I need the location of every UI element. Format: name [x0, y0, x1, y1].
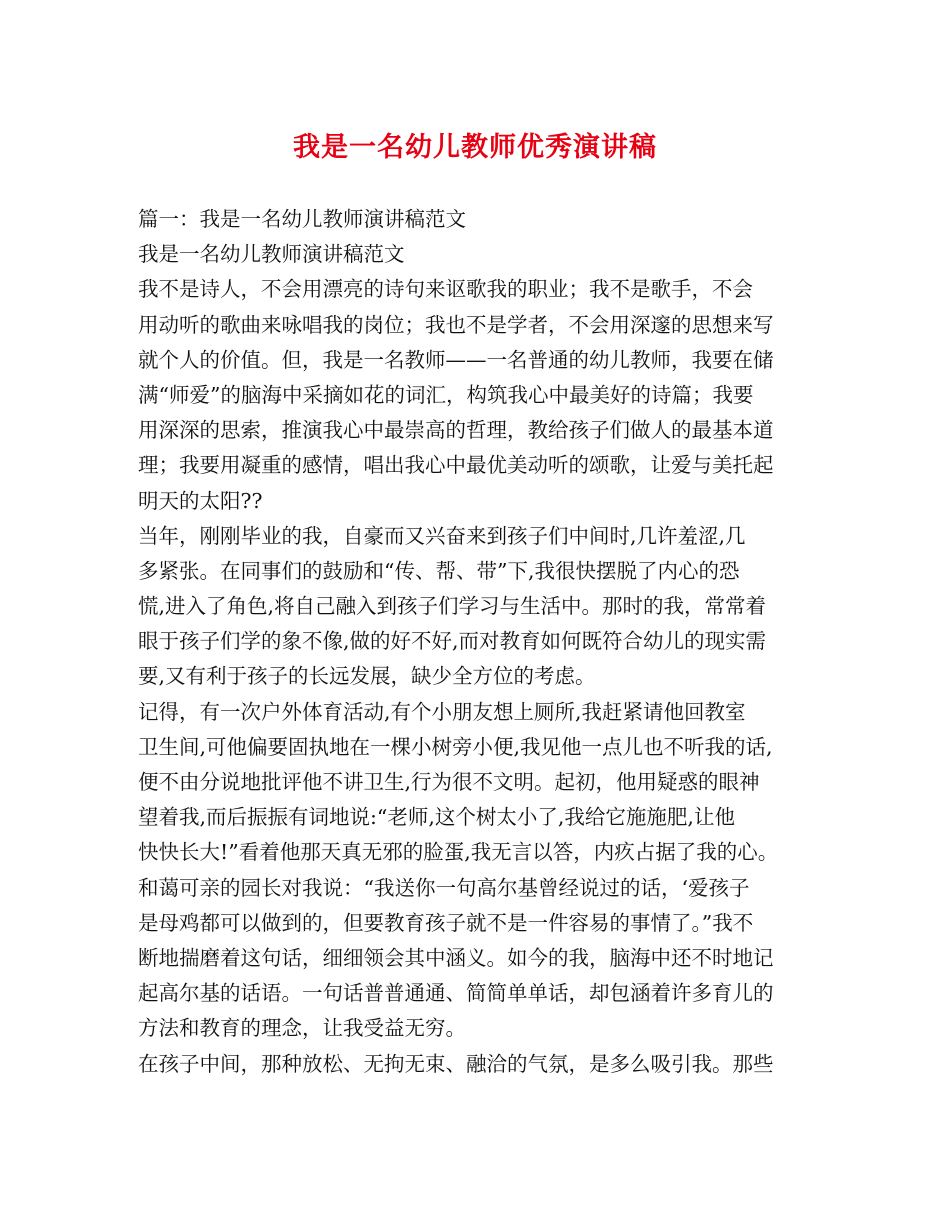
body-line: 我不是诗人，不会用漂亮的诗句来讴歌我的职业；我不是歌手，不会 — [138, 277, 753, 302]
body-line: 便不由分说地批评他不讲卫生,行为很不文明。起初，他用疑惑的眼神 — [138, 770, 760, 794]
body-line: 望着我,而后振振有词地说:“老师,这个树太小了,我给它施施肥,让他 — [138, 805, 735, 830]
body-line: 在孩子中间，那种放松、无拘无束、融洽的气氛，是多么吸引我。那些 — [138, 1051, 774, 1076]
body-line: 卫生间,可他偏要固执地在一棵小树旁小便,我见他一点儿也不听我的话, — [138, 734, 773, 759]
body-line: 满“师爱”的脑海中采摘如花的词汇，构筑我心中最美好的诗篇；我要 — [138, 382, 754, 407]
body-line: 是母鸡都可以做到的，但要教育孩子就不是一件容易的事情了。”我不 — [138, 910, 754, 935]
body-line: 就个人的价值。但，我是一名教师——一名普通的幼儿教师，我要在储 — [138, 347, 774, 372]
body-line: 用深深的思索，推演我心中最崇高的哲理，教给孩子们做人的最基本道 — [138, 418, 774, 443]
body-line: 明天的太阳?? — [138, 488, 263, 513]
body-line: 快快长大!”看着他那天真无邪的脸蛋,我无言以答，内疚占据了我的心。 — [138, 840, 779, 865]
body-line: 记得，有一次户外体育活动,有个小朋友想上厕所,我赶紧请他回教室 — [138, 699, 746, 724]
body-line: 多紧张。在同事们的鼓励和“传、帮、带”下,我很快摆脱了内心的恐 — [138, 558, 740, 583]
body-line: 我是一名幼儿教师演讲稿范文 — [138, 242, 405, 267]
body-line: 起高尔基的话语。一句话普普通通、简简单单话，却包涵着许多育儿的 — [138, 981, 774, 1006]
body-line: 眼于孩子们学的象不像,做的好不好,而对教育如何既符合幼儿的现实需 — [138, 629, 767, 654]
body-line: 篇一：我是一名幼儿教师演讲稿范文 — [138, 207, 466, 231]
body-line: 慌,进入了角色,将自己融入到孩子们学习与生活中。那时的我，常常着 — [138, 594, 767, 619]
body-line: 方法和教育的理念，让我受益无穷。 — [138, 1016, 466, 1041]
body-line: 断地揣磨着这句话，细细领会其中涵义。如今的我，脑海中还不时地记 — [138, 945, 774, 970]
body-line: 理；我要用凝重的感情，唱出我心中最优美动听的颂歌，让爱与美托起 — [138, 453, 774, 478]
document-title: 我是一名幼儿教师优秀演讲稿 — [293, 132, 657, 163]
body-line: 当年，刚刚毕业的我，自豪而又兴奋来到孩子们中间时,几许羞涩,几 — [138, 523, 746, 548]
body-line: 用动听的歌曲来咏唱我的岗位；我也不是学者，不会用深邃的思想来写 — [138, 312, 774, 337]
document-body — [138, 202, 828, 1082]
body-line: 和蔼可亲的园长对我说：“我送你一句高尔基曾经说过的话，‘爱孩子 — [138, 875, 750, 900]
body-line: 要,又有利于孩子的长远发展，缺少全方位的考虑。 — [138, 664, 596, 689]
